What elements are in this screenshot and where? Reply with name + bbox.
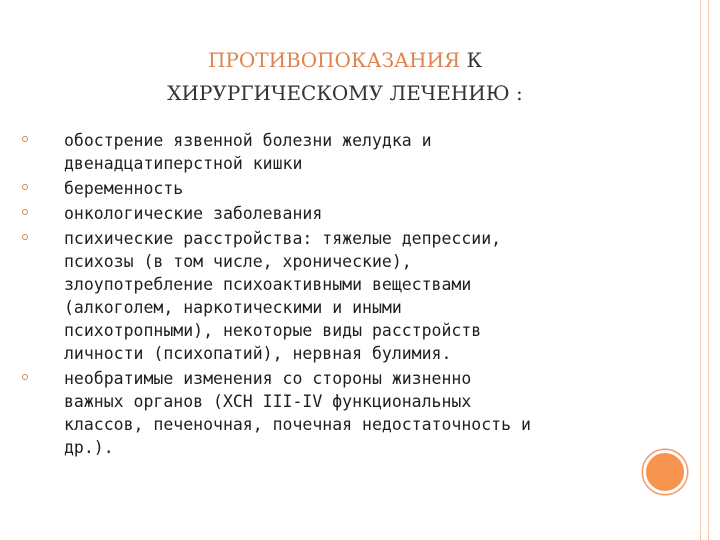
title-line-1-rest: К bbox=[460, 48, 483, 72]
bullet-item bbox=[22, 177, 612, 200]
bullet-text-line: беременность bbox=[64, 179, 184, 198]
title-line-1 bbox=[70, 44, 620, 77]
frame-line-left bbox=[700, 0, 701, 540]
bullet-item bbox=[22, 367, 612, 459]
bullet-text-line: психотропными), некоторые виды расстройств bbox=[64, 321, 482, 340]
frame-line-right bbox=[708, 0, 709, 540]
bullet-text-line: онкологические заболевания bbox=[64, 204, 323, 223]
decorative-circle bbox=[643, 450, 687, 494]
bullet-marker-icon bbox=[22, 209, 28, 215]
bullet-text-line: психозы (в том числе, хронические), bbox=[64, 252, 412, 271]
bullet-text-line: психические расстройства: тяжелые депрессии, bbox=[64, 229, 502, 248]
bullet-item bbox=[22, 227, 612, 365]
bullet-text-line: двенадцатиперстной кишки bbox=[64, 154, 303, 173]
title-line-2: ХИРУРГИЧЕСКОМУ ЛЕЧЕНИЮ : bbox=[167, 81, 523, 105]
bullet-text-line: необратимые изменения со стороны жизненно bbox=[64, 369, 472, 388]
bullet-text-line: др.). bbox=[64, 438, 114, 457]
bullet-marker-icon bbox=[22, 184, 28, 190]
bullet-item bbox=[22, 202, 612, 225]
bullet-text-line: важных органов (ХСН III-IV функциональных bbox=[64, 392, 472, 411]
bullet-text-line: злоупотребление психоактивными веществами bbox=[64, 275, 472, 294]
bullet-marker-icon bbox=[22, 136, 28, 142]
bullet-marker-icon bbox=[22, 374, 28, 380]
bullet-text-line: (алкоголем, наркотическими и иными bbox=[64, 298, 402, 317]
slide-title bbox=[70, 44, 620, 110]
bullet-item bbox=[22, 129, 612, 175]
bullet-list bbox=[22, 129, 612, 461]
title-accent-text: ПРОТИВОПОКАЗАНИЯ bbox=[207, 48, 461, 72]
bullet-text-line: обострение язвенной болезни желудка и bbox=[64, 131, 432, 150]
bullet-text-line: классов, печеночная, почечная недостаточность и bbox=[64, 415, 531, 434]
bullet-text-line: личности (психопатий), нервная булимия. bbox=[64, 344, 452, 363]
bullet-marker-icon bbox=[22, 234, 28, 240]
